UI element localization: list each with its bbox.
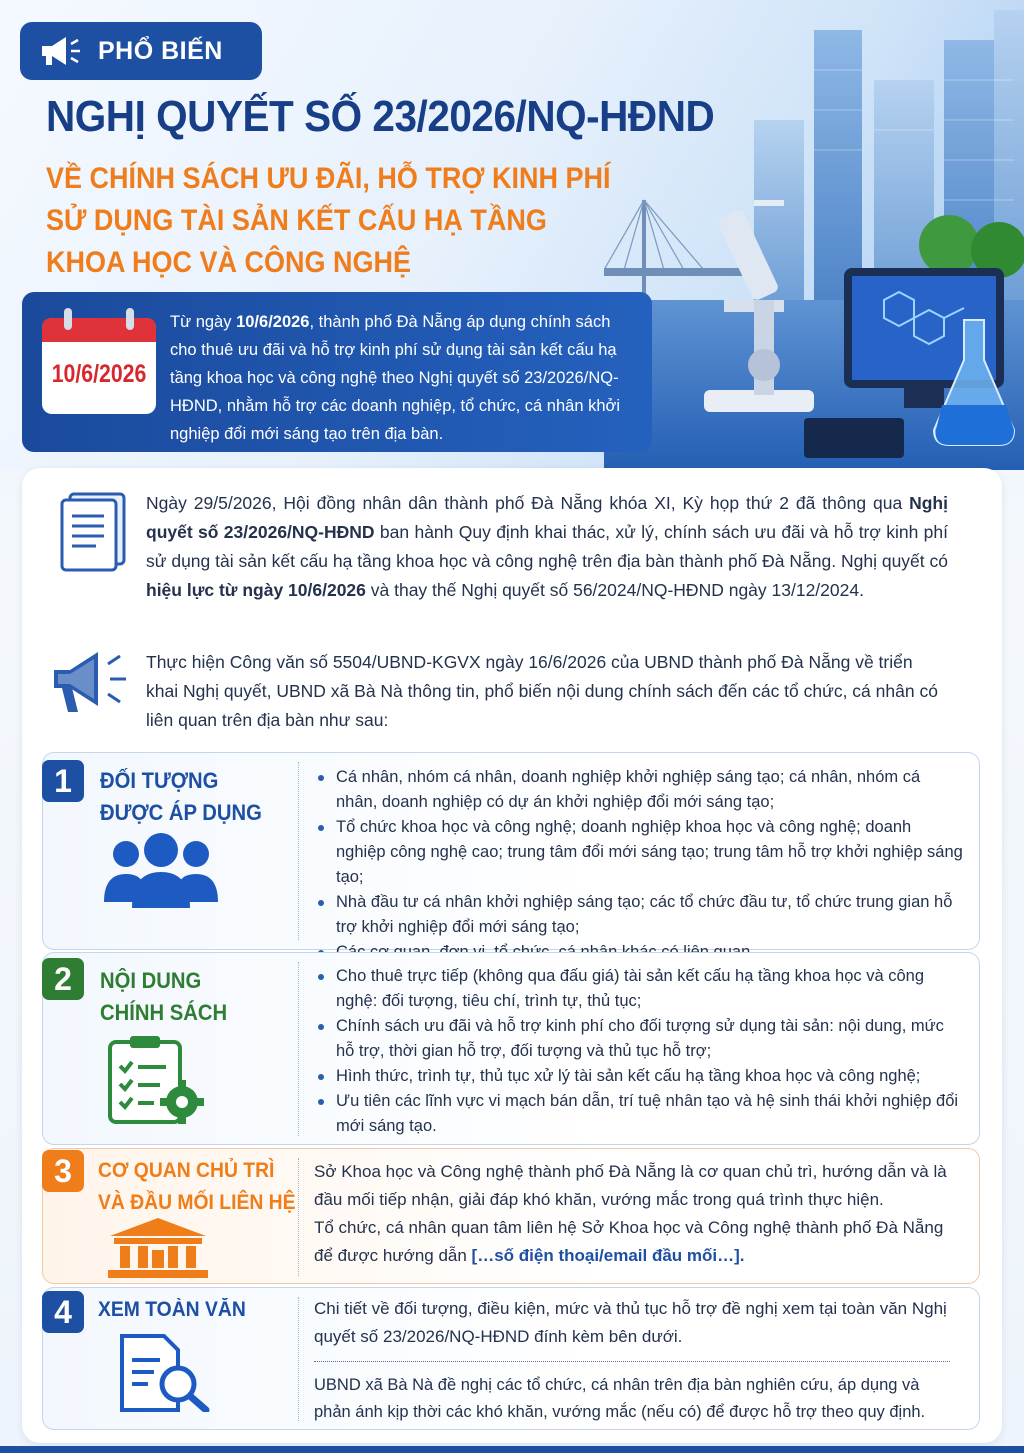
request-paragraph: UBND xã Bà Nà đề nghị các tổ chức, cá nhân trên địa bàn nghiên cứu, áp dụng và phản ánh kịp thời các khó khăn, vướng mắc (nếu có) để được hỗ trợ theo quy định. [314, 1376, 926, 1421]
megaphone-icon [48, 644, 132, 718]
section-title-line: ĐỐI TƯỢNG [100, 768, 219, 793]
intro-resolution-name: Nghị quyết số 23/2026/NQ-HĐND [146, 493, 948, 542]
list-item: Ưu tiên các lĩnh vực vi mạch bán dẫn, trí tuệ nhân tạo và hệ sinh thái khởi nghiệp đổi mới sáng tạo. [314, 1089, 964, 1139]
section-title-line: ĐƯỢC ÁP DỤNG [100, 800, 262, 825]
section-title [100, 965, 227, 1029]
subtitle-line: VỀ CHÍNH SÁCH ƯU ĐÃI, HỖ TRỢ KINH PHÍ [46, 162, 611, 195]
section-number: 3 [42, 1150, 84, 1192]
list-item: Cá nhân, nhóm cá nhân, doanh nghiệp khởi nghiệp sáng tạo; cá nhân, nhóm cá nhân, doanh nghiệp có dự án khởi nghiệp đổi mới sáng tạo; [314, 765, 964, 815]
bottom-bar [0, 1446, 1024, 1453]
section-title [98, 1155, 296, 1219]
section-4-request [314, 1372, 954, 1426]
section-1-list [314, 765, 964, 965]
section-title: XEM TOÀN VĂN [98, 1298, 246, 1321]
government-building-icon [106, 1216, 210, 1278]
contact-placeholder: […số điện thoại/email đầu mối…]. [471, 1246, 745, 1265]
list-item: Cho thuê trực tiếp (không qua đấu giá) tài sản kết cấu hạ tầng khoa học và công nghệ: đối tượng, tiêu chí, trình tự, thủ tục; [314, 964, 964, 1014]
page-subtitle [46, 158, 610, 284]
section-3-text [314, 1158, 954, 1270]
intro-text: và thay thế Nghị quyết số 56/2024/NQ-HĐND ngày 13/12/2024. [365, 580, 864, 600]
megaphone-icon [38, 34, 84, 68]
section-number: 2 [42, 958, 84, 1000]
section-number: 1 [42, 760, 84, 802]
science-city-illustration [604, 0, 1024, 470]
intro-paragraph-implementation: Thực hiện Công văn số 5504/UBND-KGVX ngày 16/6/2026 của UBND thành phố Đà Nẵng về triển khai Nghị quyết, UBND xã Bà Nà thông tin, phổ biến nội dung chính sách đến các tổ chức, cá nhân có liên quan trên địa bàn như sau: [146, 652, 938, 730]
list-item: Nhà đầu tư cá nhân khởi nghiệp sáng tạo; các tổ chức đầu tư, tổ chức trung gian hỗ trợ khởi nghiệp đổi mới sáng tạo; [314, 890, 964, 940]
intro-text: Ngày 29/5/2026, Hội đồng nhân dân thành phố Đà Nẵng khóa XI, Kỳ họp thứ 2 đã thông qua [146, 493, 910, 513]
contact-paragraph: Sở Khoa học và Công nghệ thành phố Đà Nẵng là cơ quan chủ trì, hướng dẫn và là đầu mối tiếp nhận, giải đáp khó khăn, vướng mắc trong quá trình thực hiện. [314, 1162, 947, 1209]
subtitle-line: SỬ DỤNG TÀI SẢN KẾT CẤU HẠ TẦNG [46, 204, 547, 237]
section-2-list [314, 964, 964, 1139]
date-text-body: , thành phố Đà Nẵng áp dụng chính sách cho thuê ưu đãi và hỗ trợ kinh phí sử dụng tài sản kết cấu hạ tầng khoa học và công nghệ theo Nghị quyết số 23/2026/NQ-HĐND, nhằm hỗ trợ các doanh nghiệp, tổ chức, cá nhân khởi nghiệp đổi mới sáng tạo trên địa bàn. [170, 313, 621, 443]
badge-label: PHỔ BIẾN [98, 36, 223, 65]
document-search-icon [118, 1334, 212, 1412]
calendar-date: 10/6/2026 [51, 360, 147, 388]
dotted-separator [314, 1361, 950, 1362]
section-title [100, 765, 262, 829]
section-title-line: CHÍNH SÁCH [100, 1000, 228, 1025]
section-divider [298, 962, 299, 1136]
intro-effective-date: hiệu lực từ ngày 10/6/2026 [146, 580, 366, 600]
section-title-line: VÀ ĐẦU MỐI LIÊN HỆ [98, 1191, 296, 1214]
section-divider [298, 1297, 299, 1421]
section-divider [298, 1158, 299, 1276]
contact-paragraph [314, 1214, 954, 1270]
section-title-line: CƠ QUAN CHỦ TRÌ [98, 1159, 275, 1182]
section-number: 4 [42, 1291, 84, 1333]
people-group-icon [102, 832, 220, 912]
list-item: Tổ chức khoa học và công nghệ; doanh nghiệp khoa học và công nghệ; doanh nghiệp công nghệ cao; trung tâm đổi mới sáng tạo; trung tâm hỗ trợ khởi nghiệp sáng tạo; [314, 815, 964, 890]
date-text-prefix: Từ ngày [170, 313, 237, 331]
subtitle-line: KHOA HỌC VÀ CÔNG NGHỆ [46, 246, 412, 279]
list-item: Hình thức, trình tự, thủ tục xử lý tài sản kết cấu hạ tầng khoa học và công nghệ; [314, 1064, 964, 1089]
section-4-text [314, 1295, 954, 1351]
section-title-line: NỘI DUNG [100, 968, 202, 993]
section-divider [298, 762, 299, 940]
intro-text: ban hành Quy định khai thác, xử lý, chính sách ưu đãi và hỗ trợ kinh phí sử dụng tài sản kết cấu hạ tầng khoa học và công nghệ trên địa bàn thành phố Đà Nẵng. Nghị quyết có [146, 522, 949, 571]
full-text-paragraph: Chi tiết về đối tượng, điều kiện, mức và thủ tục hỗ trợ đề nghị xem tại toàn văn Nghị quyết số 23/2026/NQ-HĐND đính kèm bên dưới. [314, 1299, 947, 1346]
date-text-date: 10/6/2026 [236, 313, 310, 331]
list-item: Chính sách ưu đãi và hỗ trợ kinh phí cho đối tượng sử dụng tài sản: nội dung, mức hỗ trợ, thời gian hỗ trợ, đối tượng và thủ tục hỗ trợ; [314, 1014, 964, 1064]
category-badge [20, 22, 262, 80]
checklist-gear-icon [108, 1034, 204, 1124]
page-title: NGHỊ QUYẾT SỐ 23/2026/NQ-HĐND [46, 92, 715, 141]
intro-paragraph [146, 489, 948, 605]
contact-text: Tổ chức, cá nhân quan tâm liên hệ Sở Khoa học và Công nghệ thành phố Đà Nẵng để được hướng dẫn [314, 1218, 944, 1265]
effective-date-text [170, 308, 640, 448]
document-icon [60, 492, 132, 572]
